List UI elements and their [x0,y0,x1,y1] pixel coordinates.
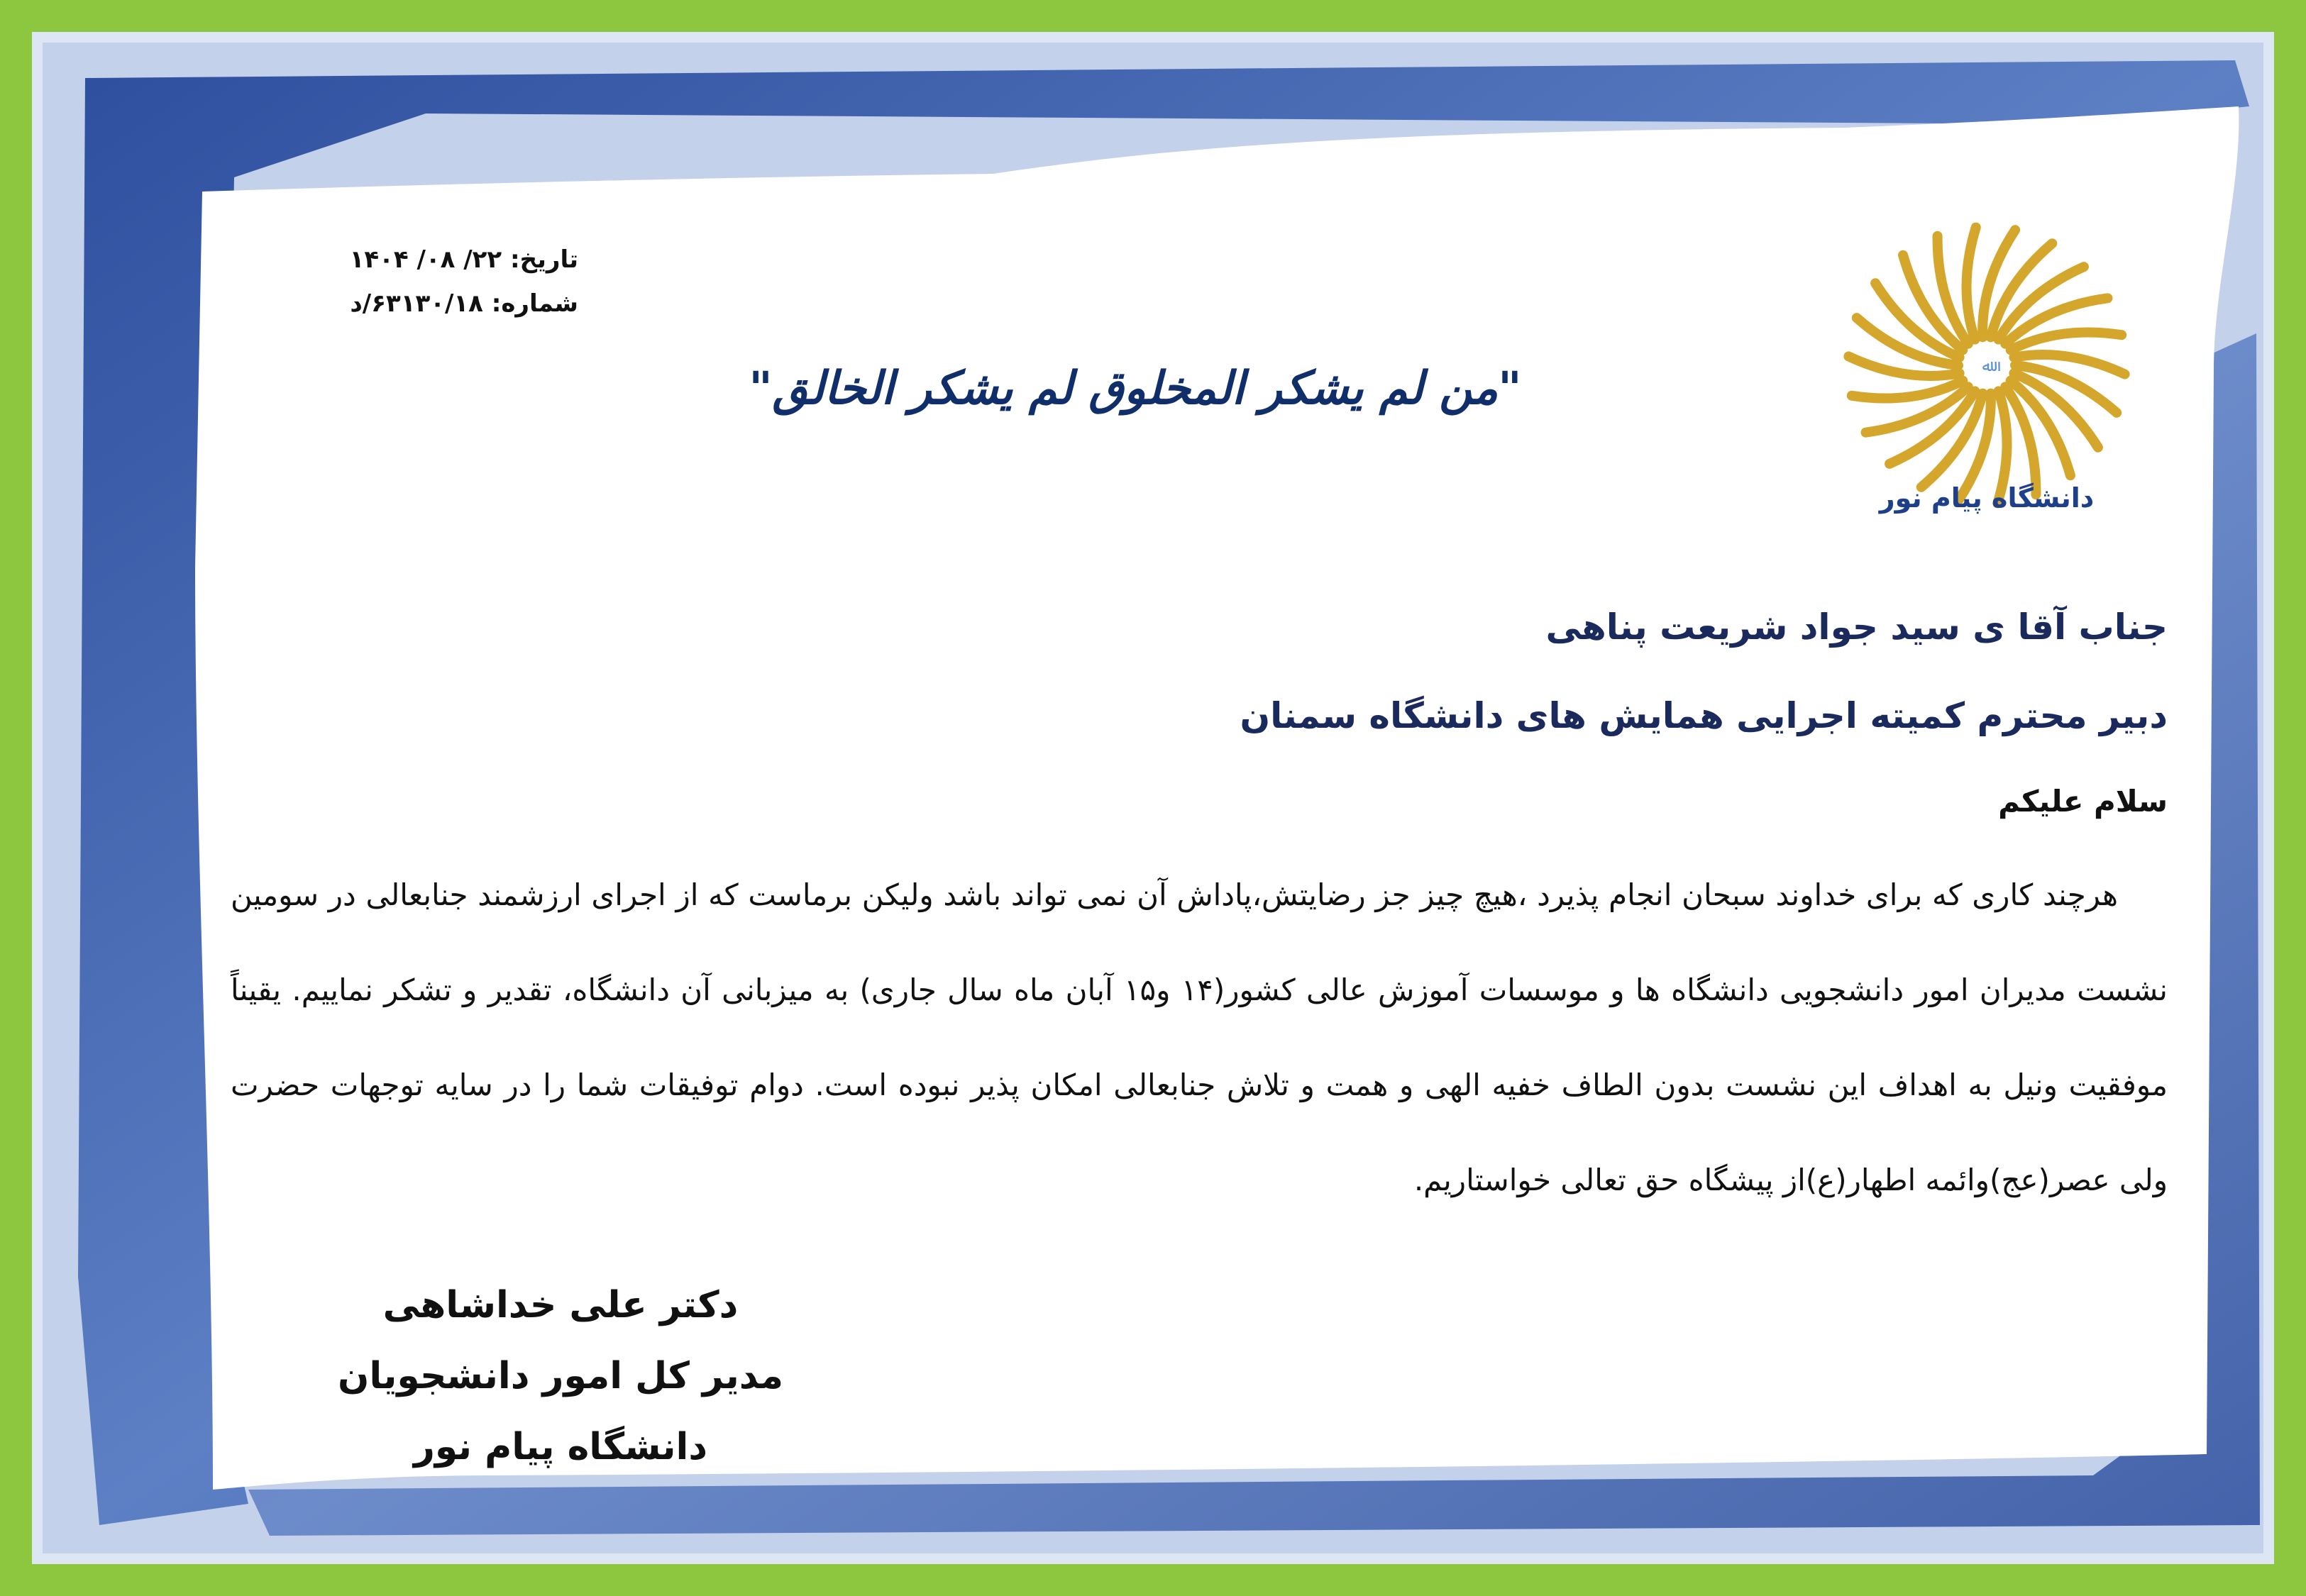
logo-ray [1852,381,1963,399]
motto-heading: "من لم يشكر المخلوق لم يشكر الخالق" [749,362,1522,415]
logo-ray [1966,228,1975,340]
number-line: شماره: ۶۳۱۳۰/۱۸/د [350,289,578,318]
recipient-title: دبیر محترم کمیته اجرایی همایش های دانشگاه سمنان [1240,695,2168,736]
signer-name: دکتر علی خداشاهی [382,1284,739,1326]
greeting: سلام علیکم [1998,784,2168,819]
svg-text:ﷲ: ﷲ [1982,358,1992,375]
signature-block [305,1270,816,1483]
date-line: تاریخ: ۲۲/ ۰۸/ ۱۴۰۴ [349,245,578,274]
signer-organization: دانشگاه پیام نور [413,1426,708,1468]
recipient-name: جناب آقا ی سید جواد شریعت پناهی [1545,606,2168,648]
logo-ray [2011,332,2122,350]
logo-caption: دانشگاه پیام نور [1879,482,2095,514]
signer-position: مدیر کل امور دانشجویان [337,1355,784,1397]
letter-body: هرچند کاری که برای خداوند سبحان انجام پذیرد ،هیچ چیز جز رضایتش،پاداش آن نمی تواند باشد ولیکن برماست که از اجرای ارزشمند جنابعالی در سومین نشست مدیران امور دانشجویی دانشگاه ها و موسسات آموزش عالی کشور(۱۴ و۱۵ آبان ماه سال جاری) به میزبانی آن دانشگاه، تقدیر و تشکر نماییم. یقیناً موفقیت ونیل به اهداف این نشست بدون الطاف خفیه الهی و همت و تلاش جنابعالی امکان پذیر نبوده است. دوام توفیقات شما را در سایه توجهات حضرت ولی عصر(عج)وائمه اطهار(ع)از پیشگاه حق تعالی خواستاریم. [231,877,2168,1197]
logo-ray [2011,381,2070,476]
date-number-block [323,238,578,326]
logo-ray [1903,255,1963,350]
